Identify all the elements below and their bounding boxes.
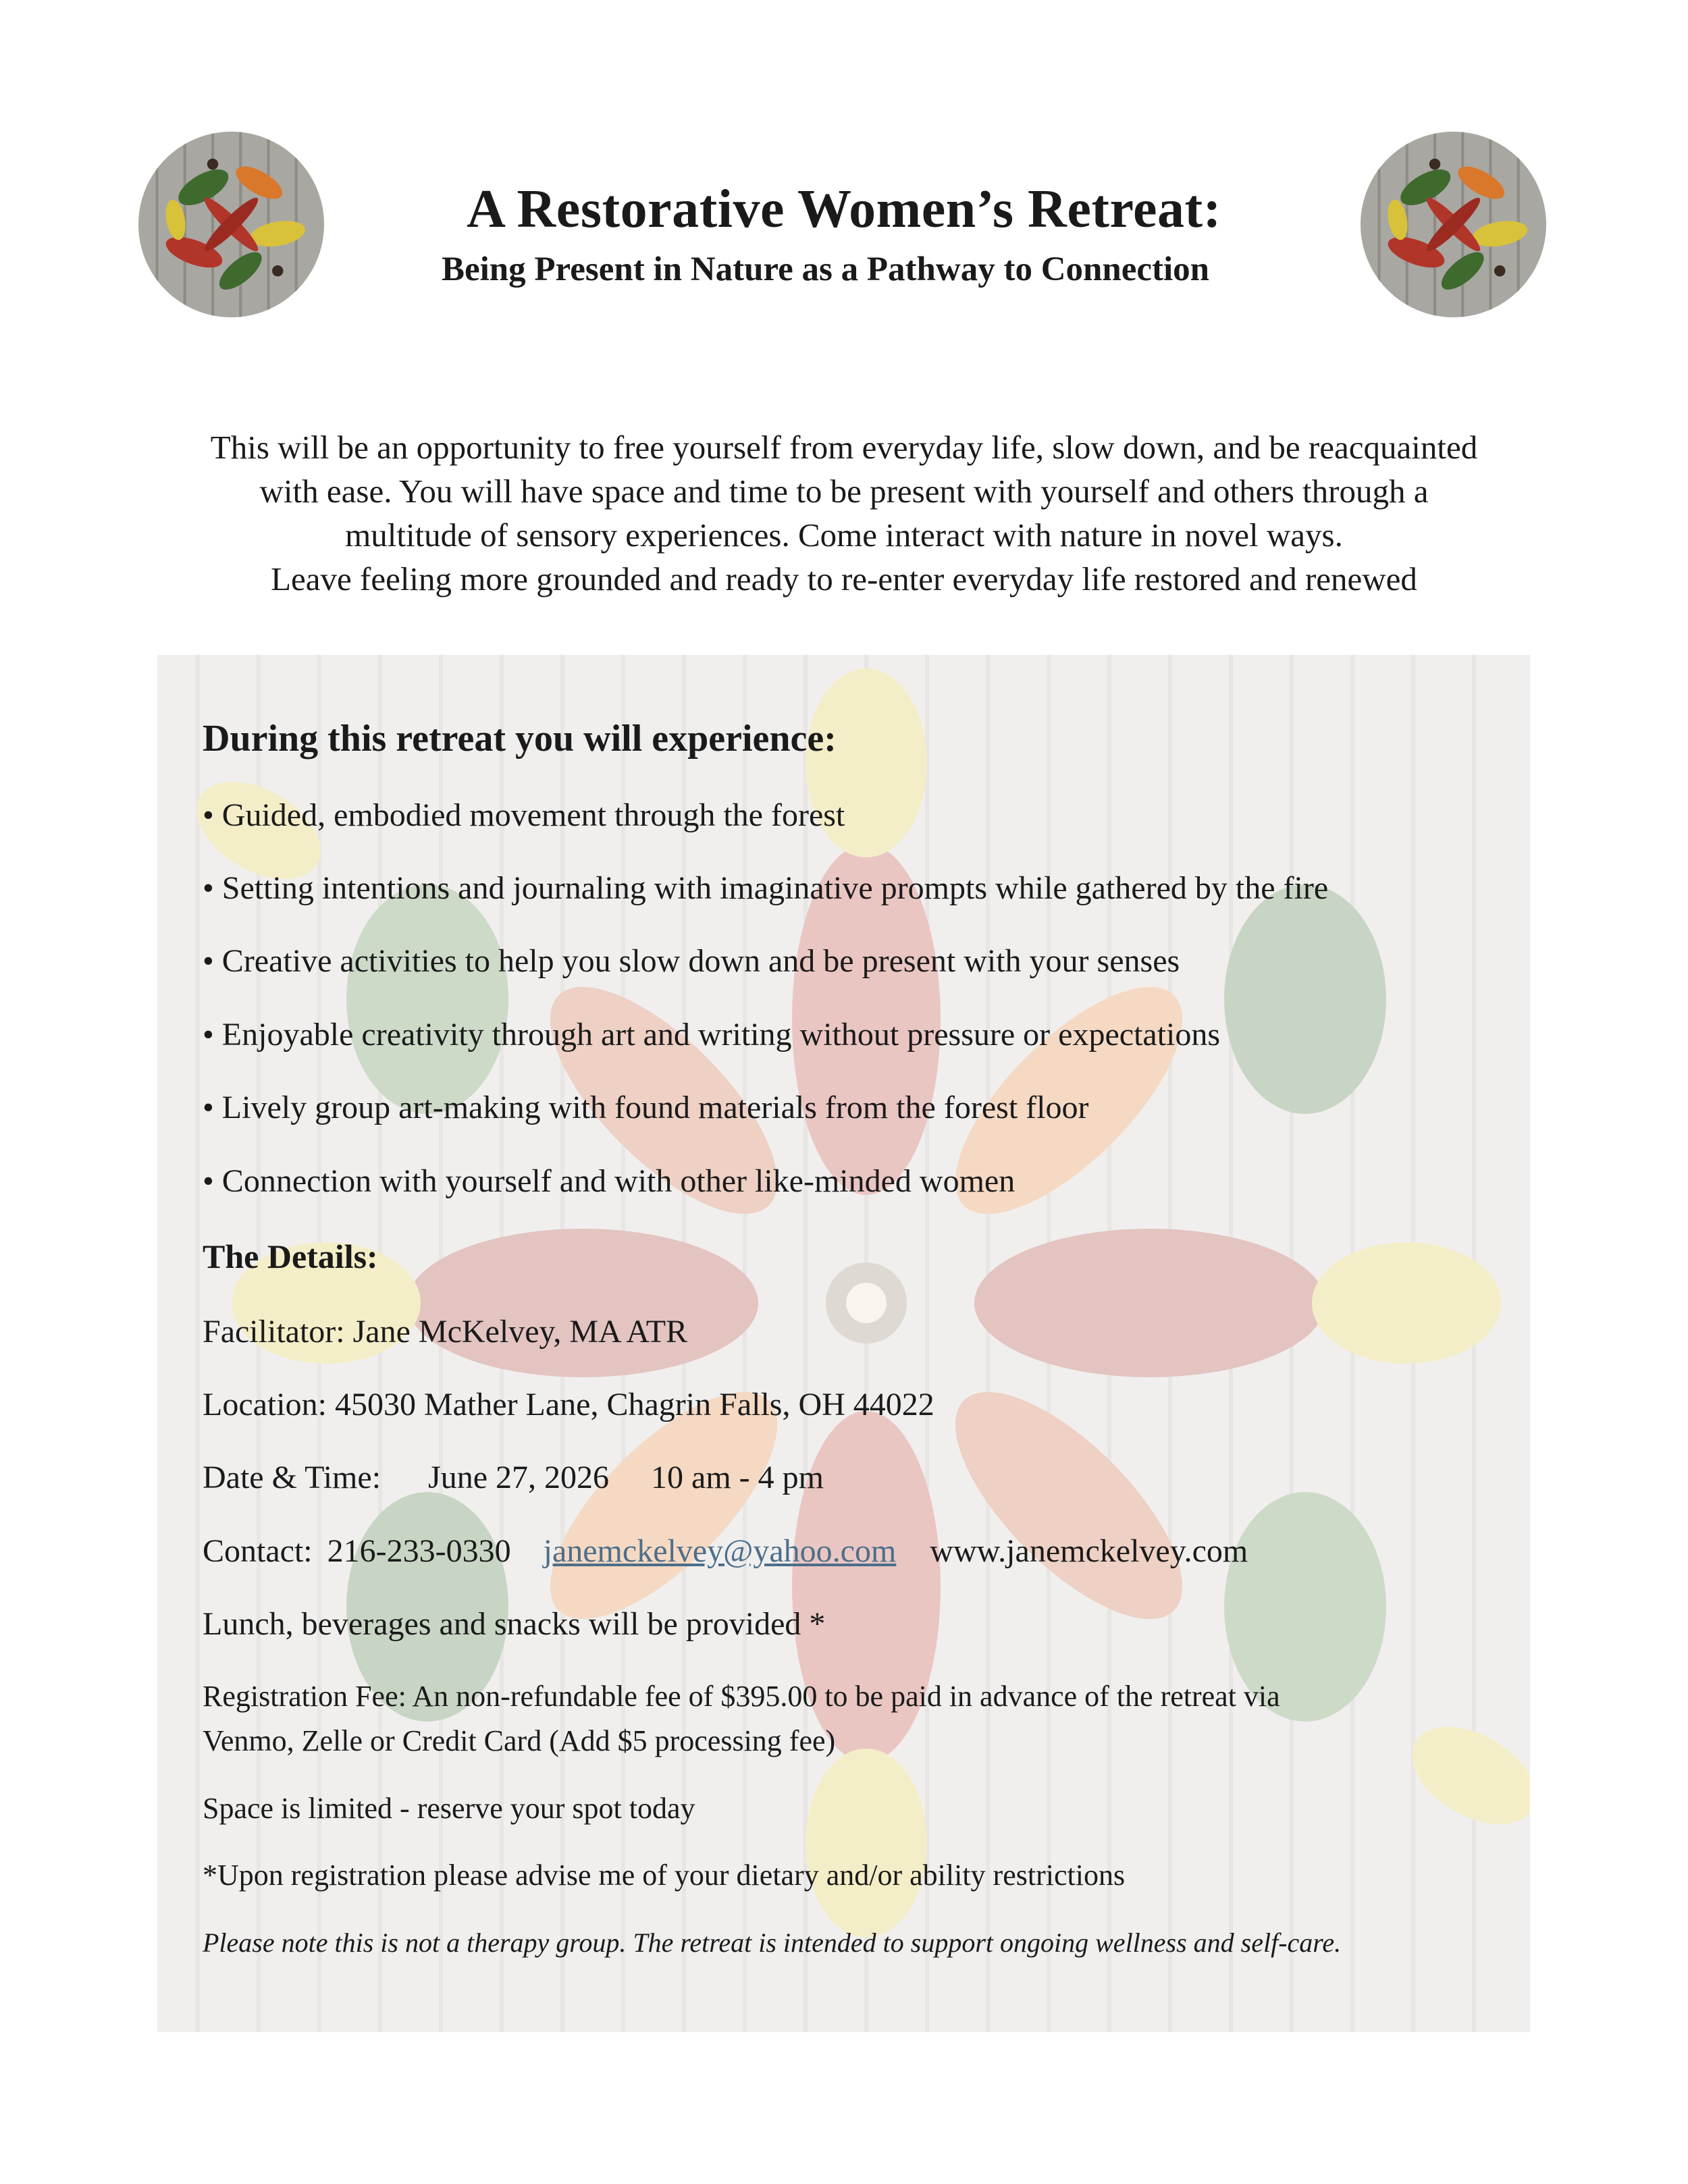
space-limited-text: Space is limited - reserve your spot today <box>203 1792 695 1825</box>
date-time-row <box>203 1459 824 1496</box>
contact-label: Contact: <box>203 1533 313 1569</box>
experience-item: • Connection with yourself and with other like-minded women <box>203 1163 1016 1199</box>
experience-item: • Setting intentions and journaling with imaginative prompts while gathered by the fire <box>203 870 1329 906</box>
intro-paragraph <box>101 425 1587 601</box>
intro-line: Leave feeling more grounded and ready to re-enter everyday life restored and renewed <box>271 560 1417 597</box>
contact-email-link[interactable]: janemckelvey@yahoo.com <box>543 1533 897 1569</box>
experience-item: • Lively group art-making with found materials from the forest floor <box>203 1090 1089 1125</box>
event-time: 10 am - 4 pm <box>651 1460 824 1495</box>
facilitator-text: Facilitator: Jane McKelvey, MA ATR <box>203 1314 688 1350</box>
event-date: June 27, 2026 <box>428 1460 610 1495</box>
page-title: A Restorative Women’s Retreat: <box>467 180 1221 239</box>
details-panel <box>157 655 1530 2032</box>
contact-row <box>203 1533 1248 1570</box>
date-time-label: Date & Time: <box>203 1460 381 1495</box>
intro-line: with ease. You will have space and time to be present with yourself and others through a <box>259 473 1429 510</box>
contact-phone: 216-233-0330 <box>327 1533 511 1569</box>
contact-website: www.janemckelvey.com <box>930 1533 1248 1569</box>
experience-item: • Enjoyable creativity through art and writing without pressure or expectations <box>203 1017 1221 1053</box>
food-text: Lunch, beverages and snacks will be provided * <box>203 1606 826 1642</box>
intro-line: This will be an opportunity to free yourself from everyday life, slow down, and be reacquainted <box>210 429 1478 466</box>
details-heading: The Details: <box>203 1237 378 1275</box>
experience-item: • Guided, embodied movement through the forest <box>203 797 845 833</box>
location-text: Location: 45030 Mather Lane, Chagrin Falls, OH 44022 <box>203 1387 934 1422</box>
registration-fee-line-1: Registration Fee: An non-refundable fee of $395.00 to be paid in advance of the retreat via <box>203 1680 1280 1713</box>
registration-fee-line-2: Venmo, Zelle or Credit Card (Add $5 processing fee) <box>203 1724 836 1757</box>
intro-line: multitude of sensory experiences. Come interact with nature in novel ways. <box>345 516 1343 554</box>
experience-heading: During this retreat you will experience: <box>203 718 837 760</box>
disclaimer-text: Please note this is not a therapy group. The retreat is intended to support ongoing wellness and self-care. <box>203 1927 1342 1958</box>
experience-item: • Creative activities to help you slow down and be present with your senses <box>203 943 1180 979</box>
page-subtitle: Being Present in Nature as a Pathway to Connection <box>441 250 1210 288</box>
dietary-note: *Upon registration please advise me of your dietary and/or ability restrictions <box>203 1859 1126 1892</box>
